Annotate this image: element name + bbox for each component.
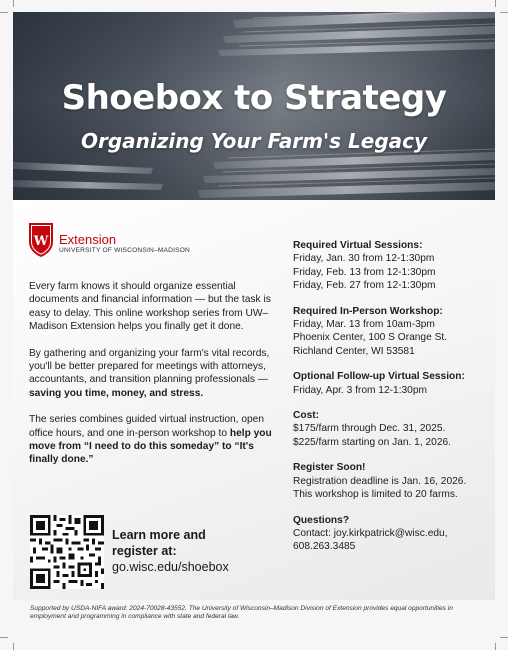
intro-text <box>29 280 274 480</box>
section-heading: Required Virtual Sessions: <box>293 240 423 251</box>
capacity-line: This workshop is limited to 20 farms. <box>293 489 458 501</box>
crop-mark <box>0 637 8 638</box>
in-person-workshop-block <box>293 305 493 359</box>
crop-mark <box>13 643 14 650</box>
funding-disclaimer: Supported by USDA-NIFA award: 2024-70028-43552. The University of Wisconsin–Madison Division of Extension provides equal opportunities in employment and programming in compliance with state and federal law. <box>30 605 453 621</box>
session-line: Friday, Jan. 30 from 12-1:30pm <box>293 253 435 265</box>
schedule-details <box>293 239 493 566</box>
intro-highlight-3: help you move from “I need to do this someday” to “It's finally done.” <box>29 427 272 466</box>
register-block <box>293 461 493 501</box>
section-heading: Cost: <box>293 410 320 422</box>
crop-mark <box>13 0 14 7</box>
intro-text-1: Every farm knows it should organize essential documents and financial information — but the task is easy to delay. This online workshop series from UW–Madison Extension helps you finally get it done. <box>29 281 271 333</box>
session-line: Friday, Apr. 3 from 12-1:30pm <box>293 384 428 396</box>
crop-mark <box>495 0 496 7</box>
questions-block <box>293 514 493 554</box>
followup-session-block <box>293 370 493 397</box>
intro-paragraph <box>29 413 274 467</box>
cost-line: $225/farm starting on Jan. 1, 2026. <box>293 436 452 448</box>
uw-shield-icon <box>28 222 54 258</box>
cost-line: $175/farm through Dec. 31, 2025. <box>293 423 446 435</box>
contact-email[interactable]: Contact: joy.kirkpatrick@wisc.edu, <box>293 527 448 539</box>
address-line: Richland Center, WI 53581 <box>293 345 415 357</box>
extension-logo <box>28 222 203 260</box>
svg-text:W: W <box>33 234 49 249</box>
hero-banner <box>13 12 495 200</box>
section-heading: Register Soon! <box>293 462 366 474</box>
crop-mark <box>495 643 496 650</box>
page-title: Shoebox to Strategy <box>61 78 447 118</box>
intro-paragraph <box>29 280 274 334</box>
address-line: Phoenix Center, 100 S Orange St. <box>293 332 448 344</box>
cta-line-1: Learn more and <box>112 528 206 542</box>
page-subtitle: Organizing Your Farm's Legacy <box>80 129 428 153</box>
section-heading: Questions? <box>293 514 350 526</box>
call-to-action <box>112 527 229 575</box>
registration-link[interactable]: go.wisc.edu/shoebox <box>112 560 229 574</box>
deadline-line: Registration deadline is Jan. 16, 2026. <box>293 475 467 487</box>
session-line: Friday, Mar. 13 from 10am-3pm <box>293 319 435 331</box>
session-line: Friday, Feb. 13 from 12-1:30pm <box>293 266 436 278</box>
intro-text-3: The series combines guided virtual instruction, open office hours, and one in-person workshop to <box>29 414 265 439</box>
contact-phone[interactable]: 608.263.3485 <box>293 541 356 553</box>
cost-block <box>293 409 493 449</box>
qr-code-icon[interactable] <box>30 515 104 589</box>
extension-wordmark: Extension <box>59 232 117 247</box>
crop-mark <box>500 12 508 13</box>
crop-mark <box>0 12 8 13</box>
cta-line-2: register at: <box>112 544 177 558</box>
section-heading: Optional Follow-up Virtual Session: <box>293 371 465 383</box>
university-name: UNIVERSITY OF WISCONSIN–MADISON <box>59 247 191 254</box>
section-heading: Required In-Person Workshop: <box>293 305 443 317</box>
crop-mark <box>500 637 508 638</box>
session-line: Friday, Feb. 27 from 12-1:30pm <box>293 280 436 292</box>
intro-text-2: By gathering and organizing your farm's vital records, you'll be better prepared for meetings with attorneys, accountants, and transition planning professionals — <box>29 347 270 386</box>
intro-paragraph <box>29 347 274 401</box>
virtual-sessions-block <box>293 239 493 293</box>
intro-highlight-2: saving you time, money, and stress. <box>29 387 204 399</box>
